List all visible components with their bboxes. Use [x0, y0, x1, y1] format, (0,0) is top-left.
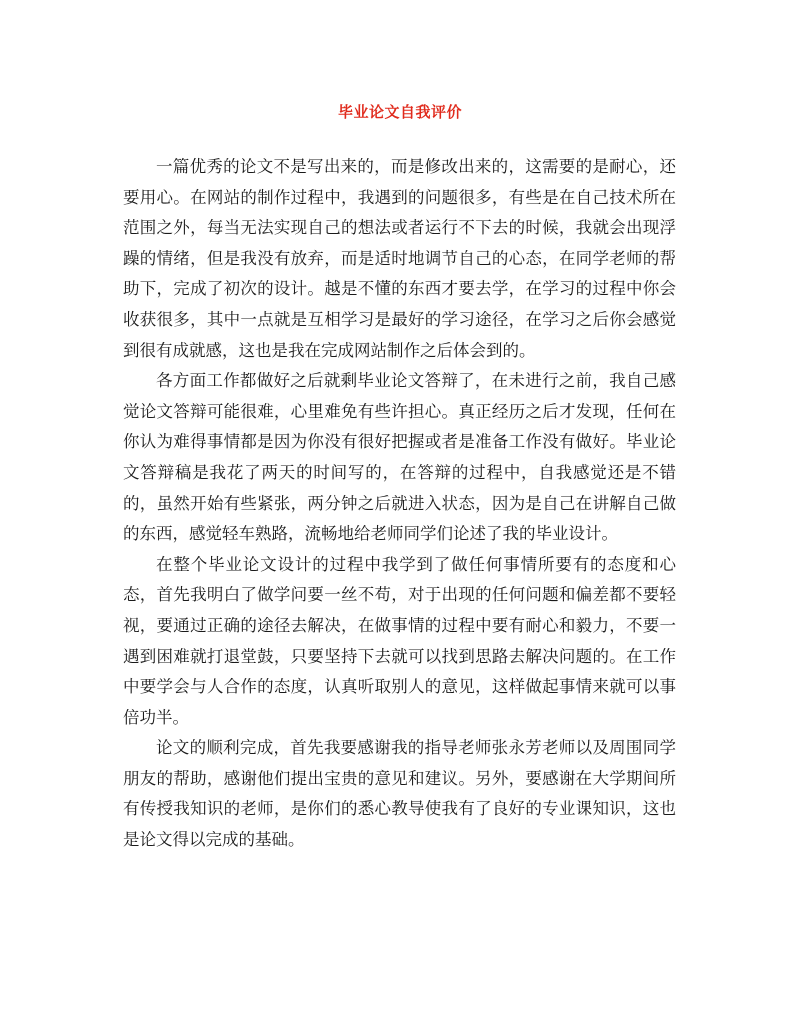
paragraph-1: 一篇优秀的论文不是写出来的，而是修改出来的，这需要的是耐心，还要用心。在网站的制作过程中，我遇到的问题很多，有些是在自己技术所在范围之外，每当无法实现自己的想法或者运行不下去的时候，我就会出现浮躁的情绪，但是我没有放弃，而是适时地调节自己的心态，在同学老师的帮助下，完成了初次的设计。越是不懂的东西才要去学，在学习的过程中你会收获很多，其中一点就是互相学习是最好的学习途径，在学习之后你会感觉到很有成就感，这也是我在完成网站制作之后体会到的。 — [123, 157, 676, 360]
paragraph-4: 论文的顺利完成，首先我要感谢我的指导老师张永芳老师以及周围同学朋友的帮助，感谢他们提出宝贵的意见和建议。另外，要感谢在大学期间所有传授我知识的老师，是你们的悉心教导使我有了良好的专业课知识，这也是论文得以完成的基础。 — [123, 738, 676, 850]
document-title: 毕业论文自我评价 — [337, 103, 462, 121]
document-body — [123, 152, 676, 856]
paragraph-2: 各方面工作都做好之后就剩毕业论文答辩了，在未进行之前，我自己感觉论文答辩可能很难，心里难免有些许担心。真正经历之后才发现，任何在你认为难得事情都是因为你没有很好把握或者是准备工作没有做好。毕业论文答辩稿是我花了两天的时间写的，在答辩的过程中，自我感觉还是不错的，虽然开始有些紧张，两分钟之后就进入状态，因为是自己在讲解自己做的东西，感觉轻车熟路，流畅地给老师同学们论述了我的毕业设计。 — [123, 371, 676, 544]
paragraph-3: 在整个毕业论文设计的过程中我学到了做任何事情所要有的态度和心态，首先我明白了做学问要一丝不苟，对于出现的任何问题和偏差都不要轻视，要通过正确的途径去解决，在做事情的过程中要有耐心和毅力，不要一遇到困难就打退堂鼓，只要坚持下去就可以找到思路去解决问题的。在工作中要学会与人合作的态度，认真听取别人的意见，这样做起事情来就可以事倍功半。 — [123, 554, 676, 727]
